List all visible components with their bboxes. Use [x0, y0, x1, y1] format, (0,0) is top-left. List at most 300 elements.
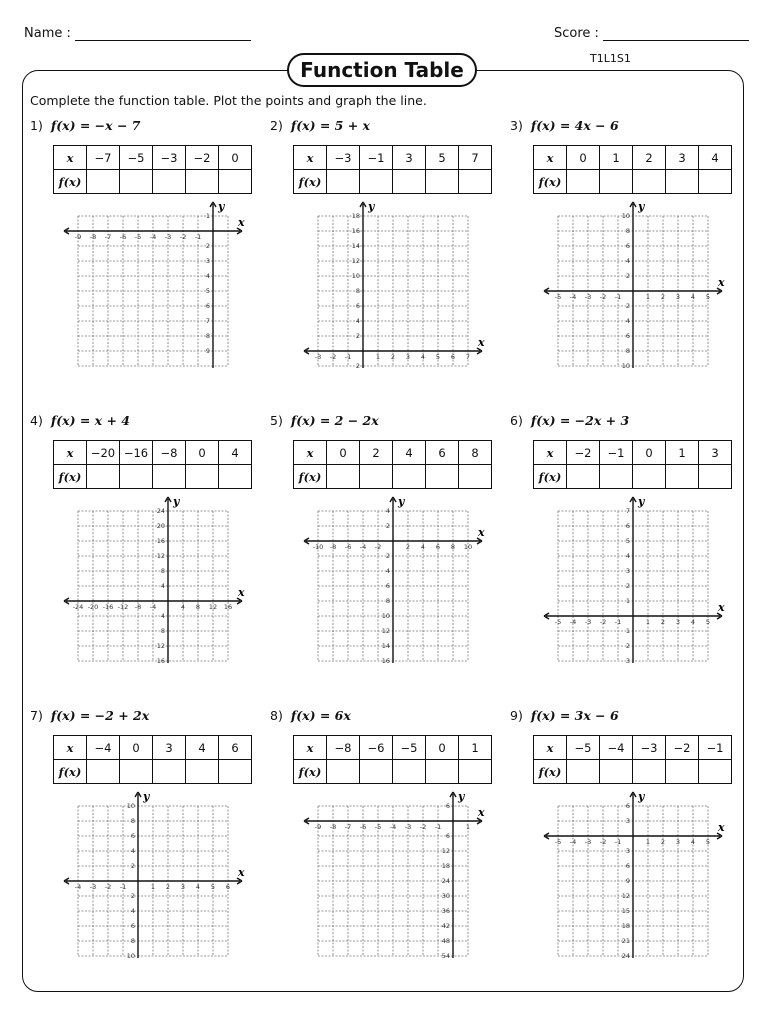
fx-answer-cell[interactable] [120, 170, 153, 194]
y-axis-label: y [638, 495, 645, 508]
function-expression: f(x) = 2 − 2x [290, 413, 379, 428]
problem-label [270, 118, 370, 133]
y-tick-label: 6 [130, 832, 135, 840]
x-tick-label: -1 [614, 293, 622, 301]
y-tick-label: 4 [130, 907, 135, 915]
fx-header: f(x) [294, 170, 327, 194]
instructions: Complete the function table. Plot the points and graph the line. [30, 93, 427, 108]
x-tick-label: -4 [149, 233, 157, 241]
problem-label [270, 708, 351, 723]
problem-number: 9) [510, 708, 523, 723]
x-tick-label: -6 [119, 233, 127, 241]
y-axis-label: y [638, 790, 645, 803]
fx-answer-cell[interactable] [633, 170, 666, 194]
x-value-cell: 3 [153, 736, 186, 760]
x-axis-label: x [718, 821, 725, 834]
y-axis-label: y [173, 495, 180, 508]
x-tick-label: -20 [87, 603, 99, 611]
x-value-cell: 6 [219, 736, 252, 760]
x-tick-label: 4 [690, 293, 696, 301]
y-tick-label: 3 [625, 567, 630, 575]
y-tick-label: 18 [621, 922, 630, 930]
x-tick-label: 8 [195, 603, 201, 611]
problem-9 [510, 708, 738, 988]
problem-number: 7) [30, 708, 43, 723]
fx-header: f(x) [294, 760, 327, 784]
fx-answer-cell[interactable] [87, 170, 120, 194]
y-tick-label: 15 [621, 907, 630, 915]
problem-label [30, 413, 130, 428]
y-tick-label: 2 [625, 302, 630, 310]
x-header: x [534, 146, 567, 170]
problem-4 [30, 413, 258, 693]
x-tick-label: 1 [645, 293, 651, 301]
y-tick-label: 18 [351, 212, 360, 220]
y-tick-label: 8 [205, 332, 210, 340]
y-axis-label: y [458, 790, 465, 803]
x-value-cell: −4 [87, 736, 120, 760]
x-value-cell: 1 [666, 441, 699, 465]
x-value-cell: −1 [360, 146, 393, 170]
y-tick-label: 8 [160, 627, 165, 635]
x-tick-label: 2 [660, 293, 666, 301]
y-tick-label: 8 [355, 287, 360, 295]
y-tick-label: 4 [160, 582, 165, 590]
x-tick-label: -2 [599, 618, 607, 626]
x-tick-label: 5 [210, 883, 216, 891]
x-axis-label: x [478, 336, 485, 349]
y-tick-label: 6 [625, 332, 630, 340]
coordinate-grid[interactable] [298, 198, 488, 368]
y-tick-label: 6 [625, 242, 630, 250]
y-tick-label: 3 [205, 257, 210, 265]
x-value-cell: 0 [567, 146, 600, 170]
x-value-cell: −2 [567, 441, 600, 465]
x-tick-label: -4 [359, 543, 367, 551]
y-tick-label: 14 [381, 642, 390, 650]
problem-6 [510, 413, 738, 693]
function-table [293, 440, 492, 489]
x-tick-label: 3 [675, 293, 681, 301]
x-tick-label: 12 [208, 603, 218, 611]
x-value-cell: 6 [426, 441, 459, 465]
x-value-cell: 3 [699, 441, 732, 465]
coordinate-grid[interactable] [538, 493, 728, 663]
fx-answer-cell[interactable] [600, 170, 633, 194]
y-tick-label: 6 [445, 802, 450, 810]
y-tick-label: 10 [126, 952, 135, 958]
x-header: x [534, 441, 567, 465]
fx-answer-cell[interactable] [219, 465, 252, 489]
x-tick-label: -8 [329, 823, 337, 831]
fx-answer-cell[interactable] [219, 760, 252, 784]
fx-answer-cell[interactable] [153, 170, 186, 194]
x-tick-label: -8 [134, 603, 142, 611]
fx-answer-cell[interactable] [153, 760, 186, 784]
function-table [53, 145, 252, 194]
function-table [293, 735, 492, 784]
x-value-cell: 4 [699, 146, 732, 170]
fx-answer-cell[interactable] [426, 465, 459, 489]
x-tick-label: -1 [614, 618, 622, 626]
fx-answer-cell[interactable] [186, 465, 219, 489]
x-tick-label: -3 [584, 293, 592, 301]
problem-label [270, 413, 379, 428]
fx-answer-cell[interactable] [633, 465, 666, 489]
x-axis-label: x [478, 806, 485, 819]
x-tick-label: -7 [344, 823, 352, 831]
problem-number: 6) [510, 413, 523, 428]
problem-number: 3) [510, 118, 523, 133]
x-tick-label: 5 [705, 838, 711, 846]
y-tick-label: 4 [160, 612, 165, 620]
y-tick-label: 16 [156, 657, 165, 663]
y-tick-label: 6 [205, 302, 210, 310]
problem-label [510, 708, 619, 723]
problem-number: 4) [30, 413, 43, 428]
x-axis-label: x [238, 216, 245, 229]
y-tick-label: 36 [441, 907, 450, 915]
x-tick-label: 1 [465, 823, 471, 831]
y-tick-label: 6 [625, 862, 630, 870]
x-tick-label: 1 [375, 353, 381, 361]
x-header: x [54, 146, 87, 170]
x-tick-label: 4 [420, 353, 426, 361]
y-tick-label: 6 [385, 582, 390, 590]
fx-answer-cell[interactable] [666, 760, 699, 784]
y-tick-label: 10 [351, 272, 360, 280]
x-tick-label: 8 [450, 543, 456, 551]
fx-answer-cell[interactable] [186, 170, 219, 194]
coordinate-grid[interactable] [58, 788, 248, 958]
y-tick-label: 10 [621, 362, 630, 368]
fx-answer-cell[interactable] [567, 760, 600, 784]
x-tick-label: -1 [119, 883, 127, 891]
x-tick-label: -2 [374, 543, 382, 551]
y-tick-label: 21 [621, 937, 630, 945]
fx-answer-cell[interactable] [459, 465, 492, 489]
x-tick-label: -2 [419, 823, 427, 831]
x-value-cell: −20 [87, 441, 120, 465]
y-tick-label: 10 [621, 212, 630, 220]
function-table [53, 440, 252, 489]
x-tick-label: 3 [675, 838, 681, 846]
fx-answer-cell[interactable] [666, 170, 699, 194]
fx-header: f(x) [54, 170, 87, 194]
function-expression: f(x) = 3x − 6 [530, 708, 619, 723]
y-tick-label: 5 [625, 537, 630, 545]
fx-header: f(x) [534, 170, 567, 194]
fx-answer-cell[interactable] [120, 465, 153, 489]
fx-answer-cell[interactable] [426, 170, 459, 194]
y-tick-label: 4 [355, 317, 360, 325]
y-tick-label: 24 [441, 877, 450, 885]
x-tick-label: -24 [72, 603, 84, 611]
fx-answer-cell[interactable] [699, 760, 732, 784]
problem-label [510, 413, 629, 428]
name-field[interactable] [24, 26, 251, 41]
x-tick-label: 5 [435, 353, 441, 361]
x-tick-label: -2 [599, 838, 607, 846]
x-tick-label: -10 [312, 543, 324, 551]
x-value-cell: −8 [327, 736, 360, 760]
x-tick-label: -2 [179, 233, 187, 241]
y-tick-label: 4 [625, 257, 630, 265]
y-tick-label: 1 [205, 212, 210, 220]
x-tick-label: 2 [660, 618, 666, 626]
x-value-cell: 0 [186, 441, 219, 465]
x-tick-label: -6 [359, 823, 367, 831]
function-table [533, 440, 732, 489]
y-tick-label: 12 [621, 892, 630, 900]
fx-answer-cell[interactable] [393, 170, 426, 194]
score-field[interactable] [554, 26, 749, 41]
x-tick-label: -6 [344, 543, 352, 551]
x-header: x [54, 441, 87, 465]
y-tick-label: 12 [156, 642, 165, 650]
y-tick-label: 2 [385, 522, 390, 530]
fx-answer-cell[interactable] [327, 465, 360, 489]
x-tick-label: -3 [404, 823, 412, 831]
y-tick-label: 8 [625, 227, 630, 235]
x-tick-label: -16 [102, 603, 114, 611]
worksheet-code: T1L1S1 [590, 52, 631, 65]
x-value-cell: 4 [219, 441, 252, 465]
fx-header: f(x) [534, 760, 567, 784]
y-tick-label: 2 [625, 642, 630, 650]
x-value-cell: 5 [426, 146, 459, 170]
x-tick-label: -3 [314, 353, 322, 361]
x-tick-label: 1 [645, 618, 651, 626]
function-table [53, 735, 252, 784]
x-header: x [54, 736, 87, 760]
x-value-cell: 2 [633, 146, 666, 170]
fx-answer-cell[interactable] [120, 760, 153, 784]
problem-number: 5) [270, 413, 283, 428]
fx-answer-cell[interactable] [459, 170, 492, 194]
x-tick-label: 2 [390, 353, 396, 361]
y-axis-label: y [398, 495, 405, 508]
fx-answer-cell[interactable] [186, 760, 219, 784]
x-tick-label: 4 [420, 543, 426, 551]
coordinate-grid[interactable] [538, 198, 728, 368]
y-tick-label: 6 [445, 832, 450, 840]
function-expression: f(x) = 4x − 6 [530, 118, 619, 133]
fx-answer-cell[interactable] [87, 465, 120, 489]
x-value-cell: −6 [360, 736, 393, 760]
name-label: Name : [24, 26, 71, 41]
x-tick-label: 3 [180, 883, 186, 891]
y-tick-label: 4 [385, 567, 390, 575]
y-tick-label: 5 [205, 287, 210, 295]
x-tick-label: -4 [569, 838, 577, 846]
x-tick-label: 1 [150, 883, 156, 891]
fx-answer-cell[interactable] [699, 465, 732, 489]
y-tick-label: 2 [385, 552, 390, 560]
y-tick-label: 7 [205, 317, 210, 325]
y-tick-label: 14 [351, 242, 360, 250]
fx-header: f(x) [294, 465, 327, 489]
y-tick-label: 2 [205, 242, 210, 250]
x-value-cell: 4 [186, 736, 219, 760]
y-tick-label: 1 [625, 597, 630, 605]
fx-answer-cell[interactable] [360, 465, 393, 489]
y-tick-label: 16 [351, 227, 360, 235]
y-tick-label: 12 [381, 627, 390, 635]
x-tick-label: -2 [599, 293, 607, 301]
y-axis-label: y [368, 200, 375, 213]
y-tick-label: 42 [441, 922, 450, 930]
x-tick-label: -4 [569, 293, 577, 301]
x-tick-label: 2 [660, 838, 666, 846]
fx-answer-cell[interactable] [699, 170, 732, 194]
x-value-cell: −5 [567, 736, 600, 760]
fx-answer-cell[interactable] [219, 170, 252, 194]
y-tick-label: 6 [355, 302, 360, 310]
problem-label [30, 118, 140, 133]
problem-2 [270, 118, 498, 398]
y-axis-label: y [143, 790, 150, 803]
y-tick-label: 12 [351, 257, 360, 265]
problem-number: 8) [270, 708, 283, 723]
fx-answer-cell[interactable] [327, 170, 360, 194]
fx-answer-cell[interactable] [87, 760, 120, 784]
x-value-cell: 0 [219, 146, 252, 170]
fx-answer-cell[interactable] [600, 760, 633, 784]
y-tick-label: 1 [625, 627, 630, 635]
y-tick-label: 12 [441, 847, 450, 855]
fx-answer-cell[interactable] [666, 465, 699, 489]
fx-answer-cell[interactable] [153, 465, 186, 489]
x-axis-label: x [238, 866, 245, 879]
x-tick-label: 16 [223, 603, 233, 611]
y-tick-label: 10 [381, 612, 390, 620]
y-tick-label: 16 [156, 537, 165, 545]
function-expression: f(x) = 6x [290, 708, 351, 723]
coordinate-grid[interactable] [58, 493, 248, 663]
fx-answer-cell[interactable] [567, 465, 600, 489]
x-tick-label: 2 [165, 883, 171, 891]
y-tick-label: 8 [625, 347, 630, 355]
x-tick-label: -3 [164, 233, 172, 241]
score-label: Score : [554, 26, 599, 41]
y-tick-label: 6 [130, 922, 135, 930]
fx-answer-cell[interactable] [600, 465, 633, 489]
x-axis-label: x [478, 526, 485, 539]
x-header: x [294, 441, 327, 465]
problem-3 [510, 118, 738, 398]
x-tick-label: -9 [314, 823, 322, 831]
y-tick-label: 20 [156, 522, 165, 530]
y-tick-label: 2 [625, 582, 630, 590]
x-tick-label: 4 [690, 838, 696, 846]
function-expression: f(x) = −2x + 3 [530, 413, 630, 428]
coordinate-grid[interactable] [58, 198, 248, 368]
x-tick-label: -5 [374, 823, 382, 831]
x-value-cell: −8 [153, 441, 186, 465]
x-value-cell: −1 [699, 736, 732, 760]
fx-answer-cell[interactable] [426, 760, 459, 784]
x-tick-label: -4 [569, 618, 577, 626]
x-tick-label: -5 [554, 838, 562, 846]
y-tick-label: 12 [156, 552, 165, 560]
x-tick-label: 7 [465, 353, 471, 361]
page-title: Function Table [287, 53, 477, 87]
x-header: x [294, 736, 327, 760]
x-header: x [534, 736, 567, 760]
function-table [533, 735, 732, 784]
y-tick-label: 48 [441, 937, 450, 945]
x-tick-label: -4 [74, 883, 82, 891]
x-tick-label: -2 [104, 883, 112, 891]
x-value-cell: −4 [600, 736, 633, 760]
y-tick-label: 8 [130, 817, 135, 825]
function-expression: f(x) = 5 + x [290, 118, 371, 133]
x-tick-label: -1 [194, 233, 202, 241]
fx-answer-cell[interactable] [327, 760, 360, 784]
y-axis-label: y [638, 200, 645, 213]
x-value-cell: 0 [633, 441, 666, 465]
x-tick-label: 3 [675, 618, 681, 626]
x-tick-label: -1 [434, 823, 442, 831]
fx-answer-cell[interactable] [360, 760, 393, 784]
fx-answer-cell[interactable] [393, 465, 426, 489]
name-blank[interactable] [75, 28, 251, 41]
y-tick-label: 3 [625, 847, 630, 855]
problem-8 [270, 708, 498, 988]
problem-1 [30, 118, 258, 398]
fx-answer-cell[interactable] [567, 170, 600, 194]
y-tick-label: 3 [625, 657, 630, 663]
coordinate-grid[interactable] [538, 788, 728, 958]
problem-label [30, 708, 149, 723]
x-tick-label: 5 [705, 618, 711, 626]
y-tick-label: 30 [441, 892, 450, 900]
problem-7 [30, 708, 258, 988]
x-tick-label: 1 [645, 838, 651, 846]
fx-answer-cell[interactable] [459, 760, 492, 784]
x-value-cell: −5 [393, 736, 426, 760]
x-value-cell: 4 [393, 441, 426, 465]
coordinate-grid[interactable] [298, 788, 488, 958]
x-tick-label: -3 [584, 618, 592, 626]
x-tick-label: 5 [705, 293, 711, 301]
y-tick-label: 4 [130, 847, 135, 855]
fx-answer-cell[interactable] [360, 170, 393, 194]
x-tick-label: -1 [344, 353, 352, 361]
x-value-cell: 2 [360, 441, 393, 465]
y-tick-label: 8 [160, 567, 165, 575]
y-tick-label: 18 [441, 862, 450, 870]
x-value-cell: −3 [633, 736, 666, 760]
fx-answer-cell[interactable] [633, 760, 666, 784]
score-blank[interactable] [603, 28, 749, 41]
fx-answer-cell[interactable] [393, 760, 426, 784]
problem-number: 2) [270, 118, 283, 133]
x-tick-label: -3 [89, 883, 97, 891]
x-value-cell: 0 [426, 736, 459, 760]
y-tick-label: 10 [126, 802, 135, 810]
x-tick-label: -1 [614, 838, 622, 846]
x-value-cell: −3 [153, 146, 186, 170]
x-tick-label: 6 [225, 883, 231, 891]
y-tick-label: 2 [130, 862, 135, 870]
x-value-cell: −7 [87, 146, 120, 170]
y-tick-label: 3 [625, 817, 630, 825]
function-expression: f(x) = −x − 7 [50, 118, 141, 133]
x-tick-label: -4 [389, 823, 397, 831]
coordinate-grid[interactable] [298, 493, 488, 663]
